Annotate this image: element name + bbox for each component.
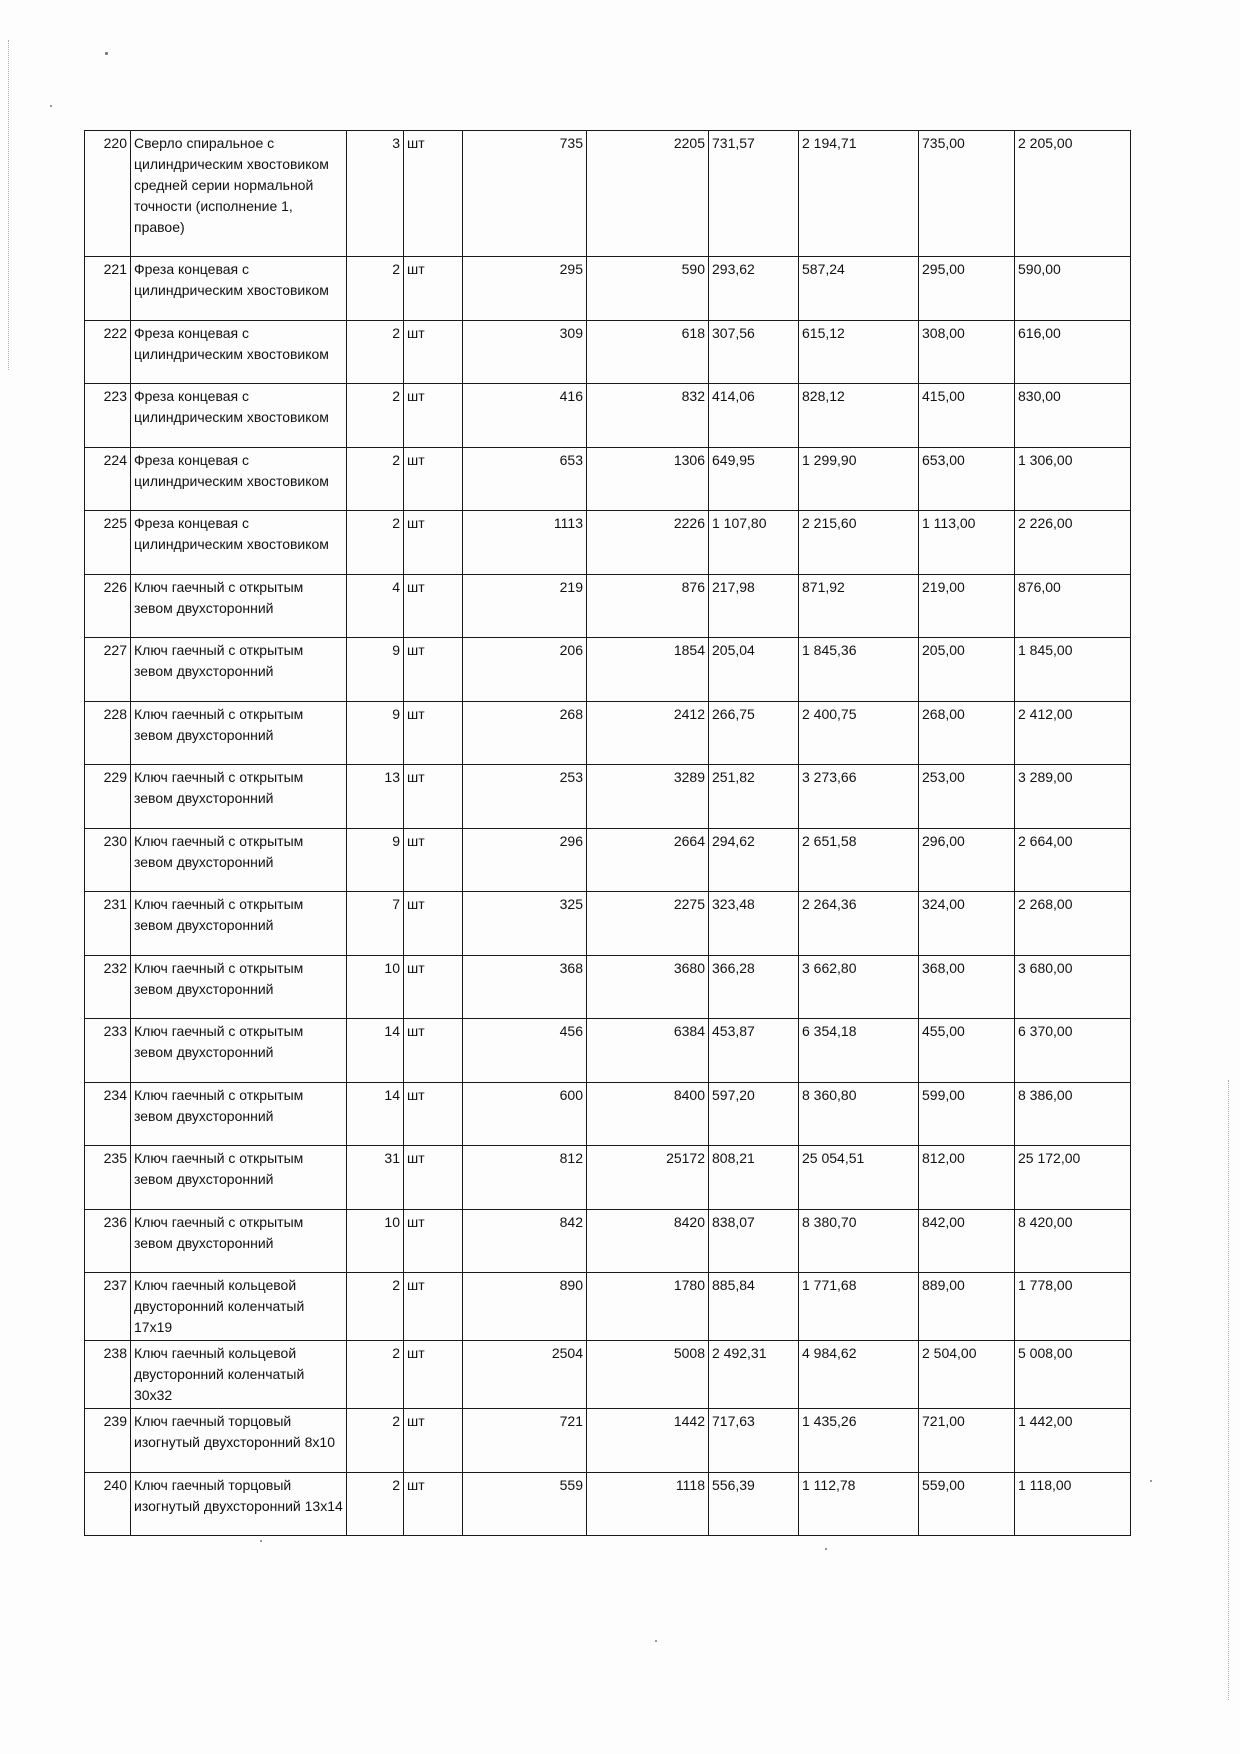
item-name-cell: Ключ гаечный с открытым зевом двухсторонний	[131, 765, 347, 829]
row-number-cell: 234	[85, 1082, 131, 1146]
unit-price-offer-cell: 812,00	[919, 1146, 1015, 1210]
item-name-cell: Ключ гаечный торцовый изогнутый двухсторонний 13x14	[131, 1472, 347, 1536]
quantity-cell: 3	[347, 131, 404, 257]
total-offer-cell: 590,00	[1015, 257, 1131, 321]
total-cell: 876	[587, 574, 709, 638]
row-number-cell: 222	[85, 320, 131, 384]
total-cell: 25172	[587, 1146, 709, 1210]
total-net-cell: 1 435,26	[799, 1409, 919, 1473]
total-offer-cell: 25 172,00	[1015, 1146, 1131, 1210]
total-net-cell: 25 054,51	[799, 1146, 919, 1210]
total-offer-cell: 2 226,00	[1015, 511, 1131, 575]
unit-price-offer-cell: 415,00	[919, 384, 1015, 448]
row-number-cell: 225	[85, 511, 131, 575]
table-row	[85, 1341, 1131, 1409]
unit-price-net-cell: 731,57	[709, 131, 799, 257]
table-row	[85, 638, 1131, 702]
unit-price-cell: 456	[463, 1019, 587, 1083]
unit-price-net-cell: 649,95	[709, 447, 799, 511]
total-offer-cell: 3 289,00	[1015, 765, 1131, 829]
quantity-cell: 4	[347, 574, 404, 638]
unit-price-offer-cell: 842,00	[919, 1209, 1015, 1273]
total-cell: 2205	[587, 131, 709, 257]
unit-price-net-cell: 597,20	[709, 1082, 799, 1146]
unit-price-net-cell: 717,63	[709, 1409, 799, 1473]
total-net-cell: 8 380,70	[799, 1209, 919, 1273]
row-number-cell: 232	[85, 955, 131, 1019]
total-cell: 590	[587, 257, 709, 321]
table-row	[85, 320, 1131, 384]
item-name-cell: Ключ гаечный кольцевой двусторонний коленчатый 30x32	[131, 1341, 347, 1409]
quantity-cell: 2	[347, 384, 404, 448]
unit-cell: шт	[404, 828, 463, 892]
quantity-cell: 14	[347, 1019, 404, 1083]
quantity-cell: 9	[347, 828, 404, 892]
unit-price-net-cell: 323,48	[709, 892, 799, 956]
total-cell: 618	[587, 320, 709, 384]
unit-price-offer-cell: 205,00	[919, 638, 1015, 702]
price-table	[84, 130, 1131, 1536]
unit-price-net-cell: 453,87	[709, 1019, 799, 1083]
unit-cell: шт	[404, 1472, 463, 1536]
unit-price-offer-cell: 653,00	[919, 447, 1015, 511]
unit-price-net-cell: 414,06	[709, 384, 799, 448]
total-offer-cell: 616,00	[1015, 320, 1131, 384]
unit-cell: шт	[404, 1082, 463, 1146]
total-cell: 1118	[587, 1472, 709, 1536]
total-offer-cell: 1 778,00	[1015, 1273, 1131, 1341]
table-row	[85, 1146, 1131, 1210]
row-number-cell: 240	[85, 1472, 131, 1536]
total-cell: 5008	[587, 1341, 709, 1409]
unit-price-offer-cell: 368,00	[919, 955, 1015, 1019]
unit-price-net-cell: 808,21	[709, 1146, 799, 1210]
unit-price-net-cell: 556,39	[709, 1472, 799, 1536]
table-row	[85, 828, 1131, 892]
total-offer-cell: 5 008,00	[1015, 1341, 1131, 1409]
total-offer-cell: 1 118,00	[1015, 1472, 1131, 1536]
total-net-cell: 871,92	[799, 574, 919, 638]
unit-price-cell: 721	[463, 1409, 587, 1473]
total-net-cell: 1 771,68	[799, 1273, 919, 1341]
table-row	[85, 1409, 1131, 1473]
unit-price-offer-cell: 721,00	[919, 1409, 1015, 1473]
unit-price-offer-cell: 296,00	[919, 828, 1015, 892]
unit-price-net-cell: 366,28	[709, 955, 799, 1019]
unit-cell: шт	[404, 384, 463, 448]
quantity-cell: 10	[347, 955, 404, 1019]
unit-price-net-cell: 266,75	[709, 701, 799, 765]
row-number-cell: 238	[85, 1341, 131, 1409]
unit-cell: шт	[404, 765, 463, 829]
table-row	[85, 701, 1131, 765]
unit-price-cell: 325	[463, 892, 587, 956]
quantity-cell: 2	[347, 320, 404, 384]
quantity-cell: 13	[347, 765, 404, 829]
unit-price-offer-cell: 268,00	[919, 701, 1015, 765]
row-number-cell: 239	[85, 1409, 131, 1473]
unit-price-net-cell: 217,98	[709, 574, 799, 638]
row-number-cell: 227	[85, 638, 131, 702]
unit-price-net-cell: 838,07	[709, 1209, 799, 1273]
unit-price-cell: 296	[463, 828, 587, 892]
total-offer-cell: 1 845,00	[1015, 638, 1131, 702]
unit-price-net-cell: 251,82	[709, 765, 799, 829]
unit-price-cell: 735	[463, 131, 587, 257]
total-net-cell: 615,12	[799, 320, 919, 384]
row-number-cell: 226	[85, 574, 131, 638]
total-net-cell: 2 264,36	[799, 892, 919, 956]
total-offer-cell: 3 680,00	[1015, 955, 1131, 1019]
quantity-cell: 2	[347, 1409, 404, 1473]
quantity-cell: 2	[347, 1472, 404, 1536]
item-name-cell: Ключ гаечный с открытым зевом двухсторонний	[131, 955, 347, 1019]
unit-price-offer-cell: 889,00	[919, 1273, 1015, 1341]
row-number-cell: 233	[85, 1019, 131, 1083]
total-cell: 1442	[587, 1409, 709, 1473]
quantity-cell: 10	[347, 1209, 404, 1273]
unit-price-cell: 416	[463, 384, 587, 448]
total-offer-cell: 2 205,00	[1015, 131, 1131, 257]
table-row	[85, 257, 1131, 321]
table-row	[85, 131, 1131, 257]
total-cell: 1780	[587, 1273, 709, 1341]
unit-cell: шт	[404, 574, 463, 638]
total-net-cell: 2 215,60	[799, 511, 919, 575]
unit-cell: шт	[404, 955, 463, 1019]
item-name-cell: Фреза концевая с цилиндрическим хвостовиком	[131, 384, 347, 448]
item-name-cell: Фреза концевая с цилиндрическим хвостовиком	[131, 320, 347, 384]
unit-price-cell: 812	[463, 1146, 587, 1210]
unit-cell: шт	[404, 701, 463, 765]
unit-price-cell: 206	[463, 638, 587, 702]
unit-price-cell: 600	[463, 1082, 587, 1146]
item-name-cell: Ключ гаечный с открытым зевом двухсторонний	[131, 892, 347, 956]
total-net-cell: 1 299,90	[799, 447, 919, 511]
unit-price-offer-cell: 308,00	[919, 320, 1015, 384]
total-cell: 2412	[587, 701, 709, 765]
unit-price-cell: 368	[463, 955, 587, 1019]
quantity-cell: 2	[347, 447, 404, 511]
total-cell: 8400	[587, 1082, 709, 1146]
total-net-cell: 2 651,58	[799, 828, 919, 892]
quantity-cell: 2	[347, 1341, 404, 1409]
unit-cell: шт	[404, 511, 463, 575]
total-net-cell: 4 984,62	[799, 1341, 919, 1409]
unit-cell: шт	[404, 447, 463, 511]
table-row	[85, 1273, 1131, 1341]
quantity-cell: 9	[347, 638, 404, 702]
unit-price-cell: 295	[463, 257, 587, 321]
row-number-cell: 223	[85, 384, 131, 448]
total-offer-cell: 876,00	[1015, 574, 1131, 638]
total-cell: 3680	[587, 955, 709, 1019]
unit-cell: шт	[404, 131, 463, 257]
item-name-cell: Ключ гаечный с открытым зевом двухсторонний	[131, 1209, 347, 1273]
item-name-cell: Ключ гаечный с открытым зевом двухсторонний	[131, 638, 347, 702]
unit-price-offer-cell: 253,00	[919, 765, 1015, 829]
total-net-cell: 8 360,80	[799, 1082, 919, 1146]
unit-cell: шт	[404, 892, 463, 956]
unit-price-cell: 309	[463, 320, 587, 384]
total-cell: 1306	[587, 447, 709, 511]
item-name-cell: Ключ гаечный с открытым зевом двухсторонний	[131, 701, 347, 765]
item-name-cell: Сверло спиральное с цилиндрическим хвостовиком средней серии нормальной точности (исполнение 1, правое)	[131, 131, 347, 257]
unit-cell: шт	[404, 1273, 463, 1341]
unit-cell: шт	[404, 1146, 463, 1210]
item-name-cell: Ключ гаечный с открытым зевом двухсторонний	[131, 1146, 347, 1210]
row-number-cell: 220	[85, 131, 131, 257]
item-name-cell: Ключ гаечный с открытым зевом двухсторонний	[131, 828, 347, 892]
unit-price-cell: 1113	[463, 511, 587, 575]
quantity-cell: 9	[347, 701, 404, 765]
unit-price-cell: 890	[463, 1273, 587, 1341]
quantity-cell: 2	[347, 511, 404, 575]
row-number-cell: 224	[85, 447, 131, 511]
total-offer-cell: 8 420,00	[1015, 1209, 1131, 1273]
quantity-cell: 2	[347, 1273, 404, 1341]
row-number-cell: 229	[85, 765, 131, 829]
total-net-cell: 2 194,71	[799, 131, 919, 257]
unit-price-cell: 653	[463, 447, 587, 511]
unit-price-net-cell: 205,04	[709, 638, 799, 702]
unit-price-offer-cell: 559,00	[919, 1472, 1015, 1536]
total-net-cell: 587,24	[799, 257, 919, 321]
unit-cell: шт	[404, 638, 463, 702]
unit-price-net-cell: 885,84	[709, 1273, 799, 1341]
total-cell: 8420	[587, 1209, 709, 1273]
unit-price-cell: 219	[463, 574, 587, 638]
total-offer-cell: 1 306,00	[1015, 447, 1131, 511]
unit-price-cell: 842	[463, 1209, 587, 1273]
total-net-cell: 2 400,75	[799, 701, 919, 765]
table-row	[85, 892, 1131, 956]
total-net-cell: 828,12	[799, 384, 919, 448]
table-row	[85, 1019, 1131, 1083]
quantity-cell: 14	[347, 1082, 404, 1146]
item-name-cell: Ключ гаечный с открытым зевом двухсторонний	[131, 1082, 347, 1146]
table-row	[85, 765, 1131, 829]
unit-price-cell: 253	[463, 765, 587, 829]
unit-price-offer-cell: 455,00	[919, 1019, 1015, 1083]
total-net-cell: 1 112,78	[799, 1472, 919, 1536]
unit-cell: шт	[404, 1209, 463, 1273]
unit-price-offer-cell: 1 113,00	[919, 511, 1015, 575]
item-name-cell: Фреза концевая с цилиндрическим хвостовиком	[131, 447, 347, 511]
unit-price-offer-cell: 219,00	[919, 574, 1015, 638]
total-cell: 3289	[587, 765, 709, 829]
table-row	[85, 384, 1131, 448]
total-cell: 2275	[587, 892, 709, 956]
table-row	[85, 1472, 1131, 1536]
unit-price-cell: 2504	[463, 1341, 587, 1409]
unit-price-offer-cell: 324,00	[919, 892, 1015, 956]
table-row	[85, 1082, 1131, 1146]
row-number-cell: 221	[85, 257, 131, 321]
item-name-cell: Ключ гаечный с открытым зевом двухсторонний	[131, 1019, 347, 1083]
scan-edge-mark	[8, 40, 10, 370]
row-number-cell: 236	[85, 1209, 131, 1273]
unit-price-offer-cell: 2 504,00	[919, 1341, 1015, 1409]
unit-price-offer-cell: 295,00	[919, 257, 1015, 321]
quantity-cell: 31	[347, 1146, 404, 1210]
total-net-cell: 3 662,80	[799, 955, 919, 1019]
total-cell: 2664	[587, 828, 709, 892]
total-cell: 6384	[587, 1019, 709, 1083]
item-name-cell: Ключ гаечный торцовый изогнутый двухсторонний 8x10	[131, 1409, 347, 1473]
total-offer-cell: 830,00	[1015, 384, 1131, 448]
total-net-cell: 1 845,36	[799, 638, 919, 702]
total-cell: 2226	[587, 511, 709, 575]
unit-price-net-cell: 307,56	[709, 320, 799, 384]
total-cell: 832	[587, 384, 709, 448]
row-number-cell: 237	[85, 1273, 131, 1341]
scan-edge-mark	[1228, 1080, 1230, 1700]
table-row	[85, 955, 1131, 1019]
unit-cell: шт	[404, 1409, 463, 1473]
total-net-cell: 6 354,18	[799, 1019, 919, 1083]
total-offer-cell: 6 370,00	[1015, 1019, 1131, 1083]
unit-cell: шт	[404, 320, 463, 384]
total-offer-cell: 2 664,00	[1015, 828, 1131, 892]
unit-price-cell: 559	[463, 1472, 587, 1536]
row-number-cell: 228	[85, 701, 131, 765]
unit-price-net-cell: 1 107,80	[709, 511, 799, 575]
table-row	[85, 574, 1131, 638]
total-offer-cell: 2 268,00	[1015, 892, 1131, 956]
quantity-cell: 2	[347, 257, 404, 321]
row-number-cell: 231	[85, 892, 131, 956]
unit-price-net-cell: 294,62	[709, 828, 799, 892]
total-offer-cell: 2 412,00	[1015, 701, 1131, 765]
table-row	[85, 447, 1131, 511]
total-offer-cell: 8 386,00	[1015, 1082, 1131, 1146]
row-number-cell: 230	[85, 828, 131, 892]
row-number-cell: 235	[85, 1146, 131, 1210]
total-offer-cell: 1 442,00	[1015, 1409, 1131, 1473]
unit-price-offer-cell: 599,00	[919, 1082, 1015, 1146]
item-name-cell: Фреза концевая с цилиндрическим хвостовиком	[131, 257, 347, 321]
item-name-cell: Фреза концевая с цилиндрическим хвостовиком	[131, 511, 347, 575]
unit-price-net-cell: 2 492,31	[709, 1341, 799, 1409]
quantity-cell: 7	[347, 892, 404, 956]
total-net-cell: 3 273,66	[799, 765, 919, 829]
unit-price-net-cell: 293,62	[709, 257, 799, 321]
unit-cell: шт	[404, 1019, 463, 1083]
table-row	[85, 1209, 1131, 1273]
unit-price-cell: 268	[463, 701, 587, 765]
item-name-cell: Ключ гаечный с открытым зевом двухсторонний	[131, 574, 347, 638]
table-row	[85, 511, 1131, 575]
table-body	[85, 131, 1131, 1536]
total-cell: 1854	[587, 638, 709, 702]
unit-cell: шт	[404, 1341, 463, 1409]
item-name-cell: Ключ гаечный кольцевой двусторонний коленчатый 17x19	[131, 1273, 347, 1341]
unit-price-offer-cell: 735,00	[919, 131, 1015, 257]
unit-cell: шт	[404, 257, 463, 321]
